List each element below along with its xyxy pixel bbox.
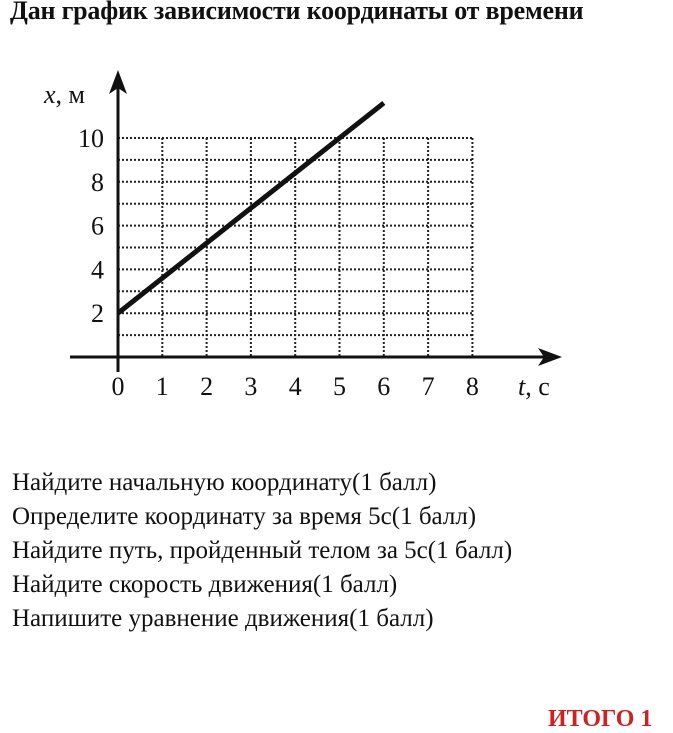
task-item: Определите координату за время 5с(1 балл) — [12, 503, 477, 530]
task-item: Найдите скорость движения(1 балл) — [12, 571, 398, 598]
x-tick-label: 5 — [333, 372, 346, 401]
y-axis-unit: , м — [55, 80, 85, 109]
task-item: Найдите путь, пройденный телом за 5с(1 балл) — [12, 537, 513, 564]
x-tick-label: 4 — [288, 372, 302, 401]
y-axis-var: x — [44, 80, 56, 109]
y-tick-label: 10 — [78, 124, 104, 153]
task-list — [12, 466, 512, 636]
series-line — [118, 103, 384, 313]
y-tick-label: 6 — [91, 211, 104, 241]
x-tick-label: 2 — [200, 372, 214, 401]
x-tick-label: 7 — [421, 372, 435, 401]
total-label: ИТОГО 1 — [548, 706, 653, 732]
y-tick-label: 4 — [91, 255, 104, 285]
x-axis-label — [518, 372, 550, 401]
x-axis-unit: , с — [525, 372, 550, 401]
x-tick-label: 1 — [155, 372, 169, 401]
x-tick-label: 6 — [377, 372, 391, 401]
page-title: Дан график зависимости координаты от времени — [10, 0, 584, 25]
task-item: Напишите уравнение движения(1 балл) — [12, 605, 434, 632]
y-tick-label: 8 — [91, 167, 104, 197]
x-tick-label: 0 — [111, 372, 125, 401]
x-tick-label: 8 — [465, 372, 479, 401]
x-axis-var: t — [518, 372, 526, 401]
y-axis-label — [43, 80, 85, 109]
y-tick-label: 2 — [91, 299, 104, 329]
x-tick-label: 3 — [244, 372, 258, 401]
chart-tick-labels — [78, 124, 479, 401]
chart-axes — [70, 70, 562, 372]
chart-series — [118, 103, 384, 313]
task-item: Найдите начальную координату(1 балл) — [12, 469, 437, 496]
